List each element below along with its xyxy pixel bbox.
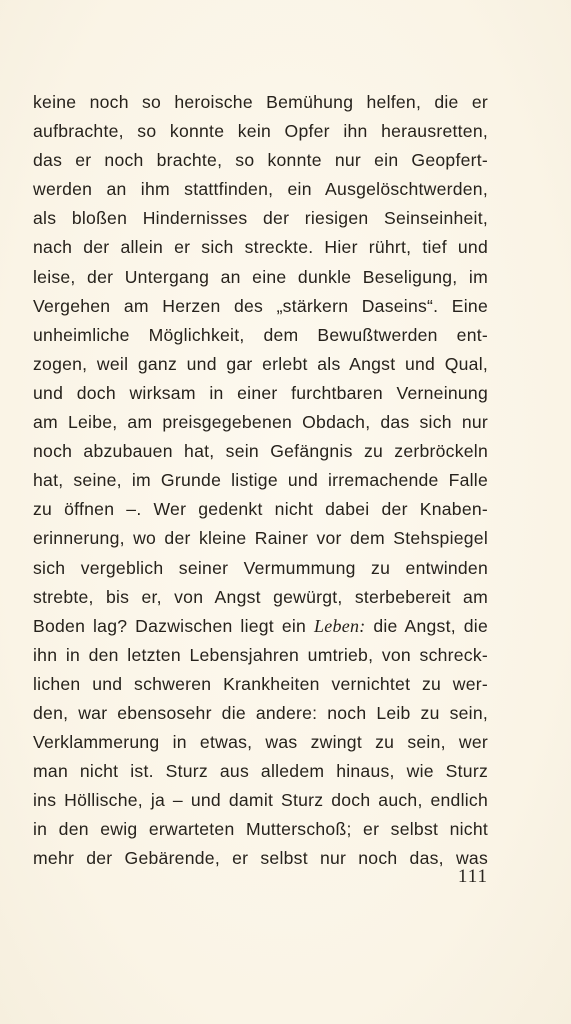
text-line: strebte, bis er, von Angst gewürgt, sterbebereit am xyxy=(33,586,488,607)
page-number: 111 xyxy=(457,866,488,887)
text-line: zu öffnen –. Wer gedenkt nicht dabei der Knaben- xyxy=(33,499,488,520)
text-line: in den ewig erwarteten Mutterschoß; er selbst nicht xyxy=(33,819,488,840)
text-line: leise, der Untergang an eine dunkle Beseligung, im xyxy=(33,266,488,287)
text-line: sich vergeblich seiner Vermummung zu entwinden xyxy=(33,557,488,578)
text-line: den, war ebensosehr die andere: noch Leib zu sein, xyxy=(33,702,488,723)
text-line: das er noch brachte, so konnte nur ein Geopfert- xyxy=(33,150,488,171)
text-line: und doch wirksam in einer furchtbaren Verneinung xyxy=(33,382,488,403)
text-line: unheimliche Möglichkeit, dem Bewußtwerden ent- xyxy=(33,324,488,345)
text-line: hat, seine, im Grunde listige und irremachende Falle xyxy=(33,470,488,491)
text-line: Vergehen am Herzen des „stärkern Daseins“. Eine xyxy=(33,295,488,316)
text-line: noch abzubauen hat, sein Gefängnis zu zerbröckeln xyxy=(33,441,488,462)
text-line: mehr der Gebärende, er selbst nur noch das, was xyxy=(33,848,488,869)
text-line: man nicht ist. Sturz aus alledem hinaus, wie Sturz xyxy=(33,761,488,782)
text-line: als bloßen Hindernisses der riesigen Seinseinheit, xyxy=(33,208,488,229)
text-line: lichen und schweren Krankheiten vernichtet zu wer- xyxy=(33,673,488,694)
text-line: Verklammerung in etwas, was zwingt zu sein, wer xyxy=(33,732,488,753)
text-line-with-italic xyxy=(33,612,488,641)
text-segment: Boden lag? Dazwischen liegt ein xyxy=(33,615,314,636)
text-line: zogen, weil ganz und gar erlebt als Angst und Qual, xyxy=(33,353,488,374)
text-line: ins Höllische, ja – und damit Sturz doch auch, endlich xyxy=(33,790,488,811)
text-line: nach der allein er sich streckte. Hier rührt, tief und xyxy=(33,237,488,258)
text-line: keine noch so heroische Bemühung helfen, die er xyxy=(33,92,488,112)
text-line: aufbrachte, so konnte kein Opfer ihn herausretten, xyxy=(33,121,488,142)
text-segment: die Angst, die xyxy=(365,615,488,636)
text-line: am Leibe, am preisgegebenen Obdach, das sich nur xyxy=(33,412,488,433)
italic-word: Leben: xyxy=(313,615,366,636)
text-line: ihn in den letzten Lebensjahren umtrieb, von schreck- xyxy=(33,644,488,665)
body-text xyxy=(33,88,488,874)
text-line: werden an ihm stattfinden, ein Ausgelöschtwerden, xyxy=(33,179,488,200)
text-line: erinnerung, wo der kleine Rainer vor dem Stehspiegel xyxy=(33,528,488,549)
